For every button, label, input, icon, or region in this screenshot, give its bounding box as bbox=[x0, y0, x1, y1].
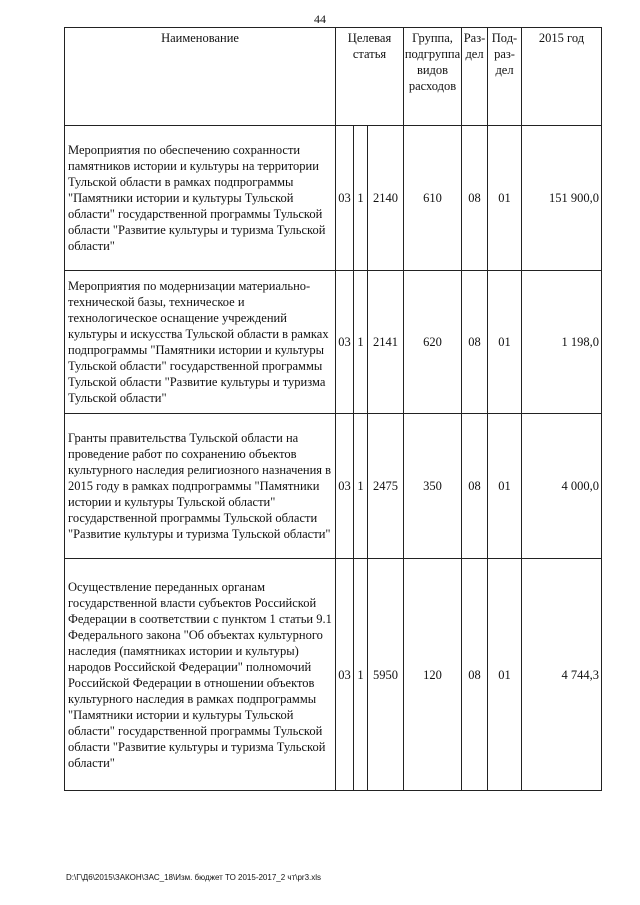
row-section: 08 bbox=[462, 271, 488, 414]
row-target-subprogram: 1 bbox=[354, 559, 368, 791]
row-target-code: 2141 bbox=[368, 271, 404, 414]
row-target-subprogram: 1 bbox=[354, 126, 368, 271]
header-section: Раз-дел bbox=[462, 28, 488, 126]
row-target-subprogram: 1 bbox=[354, 414, 368, 559]
row-target-code: 5950 bbox=[368, 559, 404, 791]
header-target: Целевая статья bbox=[336, 28, 404, 126]
budget-table bbox=[64, 27, 602, 791]
row-subsection: 01 bbox=[488, 559, 522, 791]
row-group: 120 bbox=[404, 559, 462, 791]
row-amount: 1 198,0 bbox=[522, 271, 602, 414]
row-name: Гранты правительства Тульской области на проведение работ по сохранению объектов культурного наследия религиозного назначения в 2015 году в рамках подпрограммы "Памятники истории и культуры Тульской области" государственной программы Тульской области "Развитие культуры и туризма Тульской области" bbox=[65, 414, 336, 559]
row-target-program: 03 bbox=[336, 271, 354, 414]
row-target-program: 03 bbox=[336, 414, 354, 559]
row-target-code: 2475 bbox=[368, 414, 404, 559]
row-section: 08 bbox=[462, 126, 488, 271]
row-section: 08 bbox=[462, 414, 488, 559]
row-amount: 4 000,0 bbox=[522, 414, 602, 559]
file-path-footer: D:\Г\Д6\2015\ЗАКОН\ЗАС_18\Изм. бюджет ТО 2015-2017_2 чт\pr3.xls bbox=[66, 873, 322, 882]
row-subsection: 01 bbox=[488, 126, 522, 271]
row-subsection: 01 bbox=[488, 271, 522, 414]
page-number: 44 bbox=[314, 12, 326, 26]
row-target-program: 03 bbox=[336, 126, 354, 271]
row-group: 610 bbox=[404, 126, 462, 271]
header-year: 2015 год bbox=[522, 28, 602, 126]
table-row bbox=[65, 414, 602, 559]
table-row bbox=[65, 126, 602, 271]
header-subsection: Под-раз-дел bbox=[488, 28, 522, 126]
row-target-program: 03 bbox=[336, 559, 354, 791]
row-name: Мероприятия по обеспечению сохранности памятников истории и культуры на территории Тульской области в рамках подпрограммы "Памятники истории и культуры Тульской области" государственной программы Тульской области "Развитие культуры и туризма Тульской области" bbox=[65, 126, 336, 271]
row-name: Мероприятия по модернизации материально-технической базы, техническое и технологическое оснащение учреждений культуры и искусства Тульской области в рамках подпрограммы "Памятники истории и культуры Тульской области" государственной программы Тульской области "Развитие культуры и туризма Тульской области" bbox=[65, 271, 336, 414]
row-group: 620 bbox=[404, 271, 462, 414]
header-name: Наименование bbox=[65, 28, 336, 126]
table-row bbox=[65, 559, 602, 791]
row-subsection: 01 bbox=[488, 414, 522, 559]
row-target-code: 2140 bbox=[368, 126, 404, 271]
row-name: Осуществление переданных органам государственной власти субъектов Российской Федерации в соответствии с пунктом 1 статьи 9.1 Федерального закона "Об объектах культурного наследия (памятниках истории и культуры) народов Российской Федерации" полномочий Российской Федерации в отношении объектов культурного наследия в рамках подпрограммы "Памятники истории и культуры Тульской области" государственной программы Тульской области "Развитие культуры и туризма Тульской области" bbox=[65, 559, 336, 791]
header-row bbox=[65, 28, 602, 126]
row-amount: 151 900,0 bbox=[522, 126, 602, 271]
header-group: Группа, подгруппа видов расходов bbox=[404, 28, 462, 126]
table-row bbox=[65, 271, 602, 414]
row-group: 350 bbox=[404, 414, 462, 559]
row-target-subprogram: 1 bbox=[354, 271, 368, 414]
row-amount: 4 744,3 bbox=[522, 559, 602, 791]
row-section: 08 bbox=[462, 559, 488, 791]
